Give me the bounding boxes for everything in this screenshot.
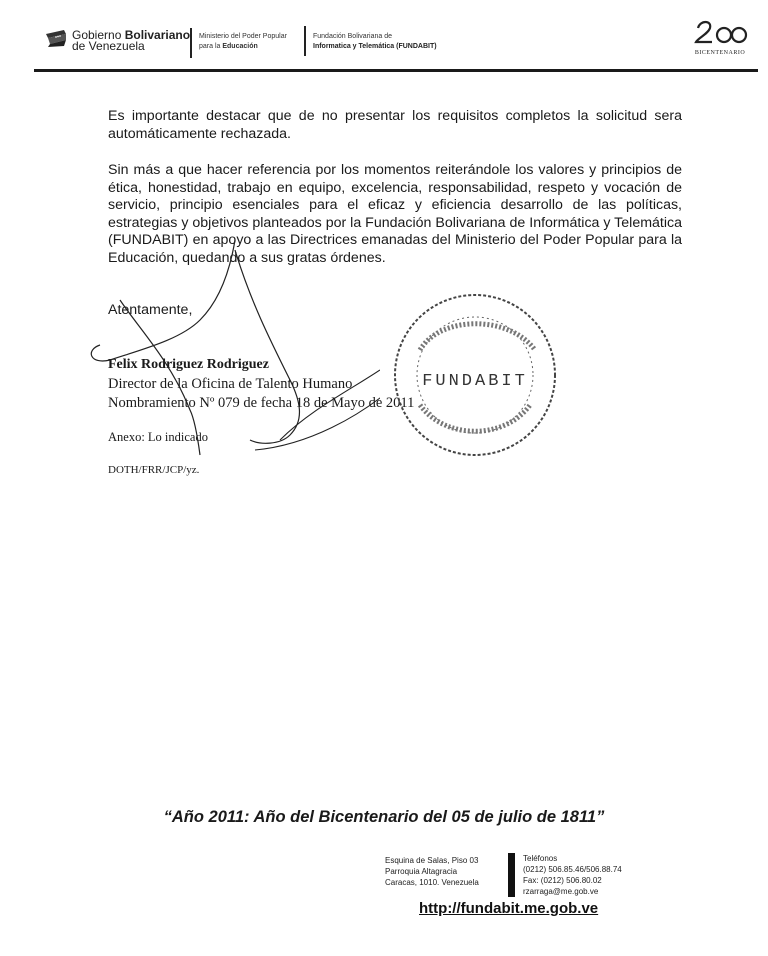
bicentenario-logo [690, 18, 750, 54]
handwritten-signature [80, 240, 380, 460]
address-line: Parroquia Altagracia [385, 867, 458, 876]
letterhead [0, 0, 768, 75]
paragraph-values: Sin más a que hacer referencia por los momentos reiterándole los valores y principios de ética, honestidad, trabajo en equipo, excelencia, responsabilidad, respeto y vocación de servicio, principio esenciales para el eficaz y eficiencia desarrollo de las políticas, estrategias y objetivos planteados por la Fundación Bolivariana de Informática y Telemática (FUNDABIT) en apoyo a las Directrices emanadas del Ministerio del Poder Popular para la Educación, quedando a sus gratas órdenes. [108, 162, 682, 266]
ministerio-line1: Ministerio del Poder Popular [199, 33, 287, 40]
bicentenario-200-icon [690, 18, 750, 46]
footer-contacts [523, 853, 622, 897]
official-stamp [390, 290, 560, 460]
venezuela-flag-logo [44, 28, 68, 48]
signer-title: Director de la Oficina de Talento Humano [108, 376, 353, 392]
bicentenario-label: BICENTENARIO [694, 50, 746, 56]
gobierno-line1: Gobierno Bolivariano [72, 28, 191, 42]
paragraph-requirements: Es importante destacar que de no presentar los requisitos completos la solicitud sera automáticamente rechazada. [108, 108, 682, 142]
header-divider [304, 26, 306, 56]
annex-note: Anexo: Lo indicado [108, 430, 208, 444]
closing: Atentamente, [108, 302, 193, 318]
footer-url-link[interactable]: http://fundabit.me.gob.ve [419, 900, 599, 917]
header-divider [190, 28, 192, 58]
contact-line: Teléfonos [523, 854, 558, 863]
gobierno-line2: de Venezuela [72, 39, 145, 53]
ministerio-line2: para la Educación [199, 43, 258, 50]
reference-code: DOTH/FRR/JCP/yz. [108, 464, 200, 476]
footer-address [385, 855, 479, 888]
contact-line: (0212) 506.85.46/506.88.74 [523, 865, 622, 874]
address-line: Esquina de Salas, Piso 03 [385, 856, 479, 865]
address-line: Caracas, 1010. Venezuela [385, 878, 479, 887]
footer-motto: “Año 2011: Año del Bicentenario del 05 de julio de 1811” [163, 808, 605, 826]
fundacion-line1: Fundación Bolivariana de [313, 33, 392, 40]
signer-appointment: Nombramiento Nº 079 de fecha 18 de Mayo de 2011 [108, 395, 415, 411]
contact-line: Fax: (0212) 506.80.02 [523, 876, 602, 885]
header-rule [34, 69, 758, 72]
signer-name: Felix Rodriguez Rodriguez [108, 357, 269, 372]
contact-line: rzarraga@me.gob.ve [523, 887, 599, 896]
stamp-center-text: FUNDABIT [422, 372, 528, 391]
fundacion-line2: Informatica y Telemática (FUNDABIT) [313, 43, 437, 50]
footer-divider-bar [508, 853, 515, 897]
